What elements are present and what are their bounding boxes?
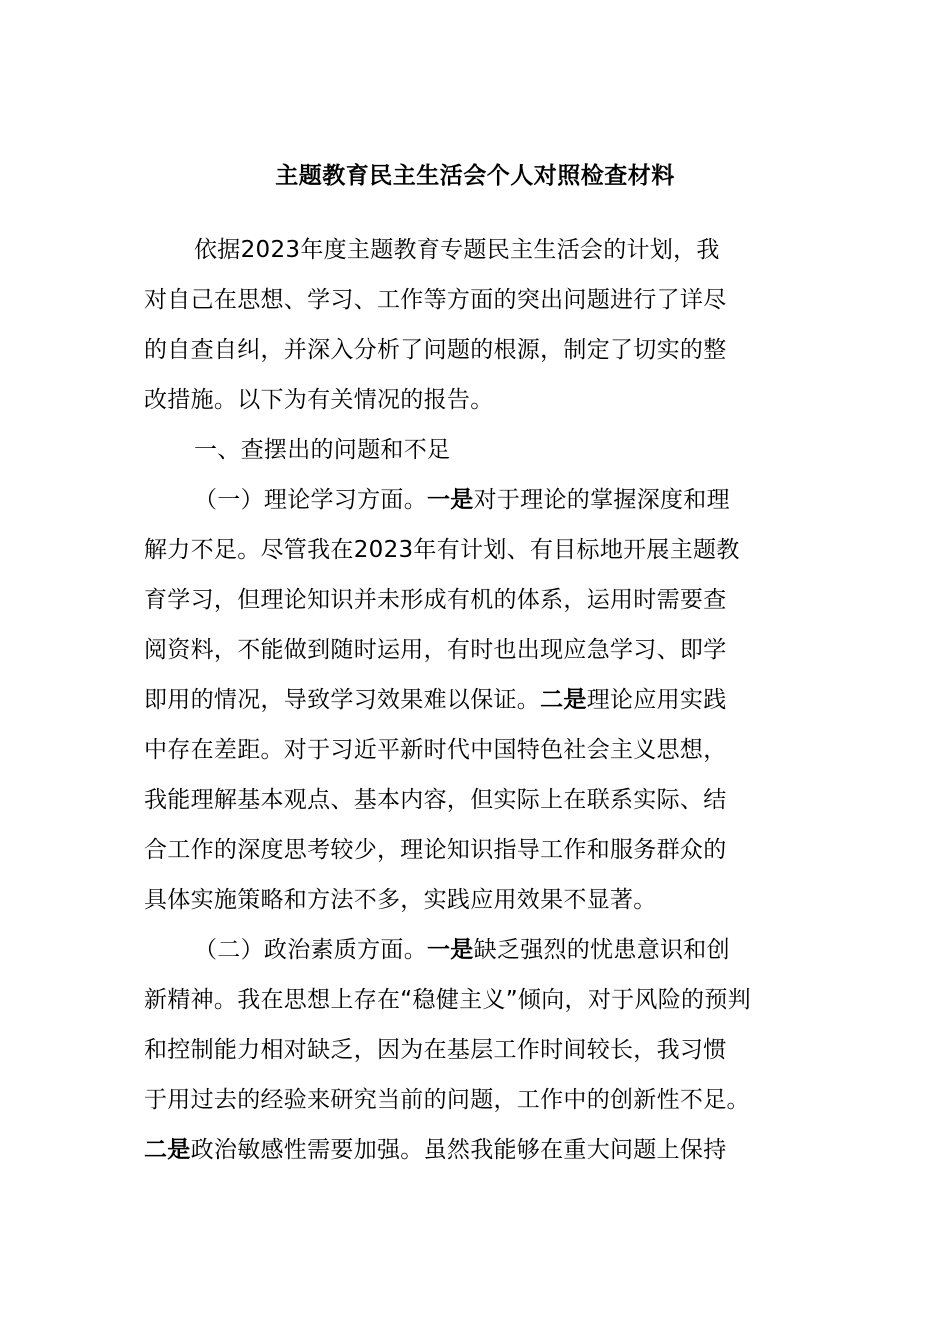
- section1-line9: 具体实施策略和方法不多，实践应用效果不显著。: [144, 887, 657, 913]
- section2-line4: 于用过去的经验来研究当前的问题，工作中的创新性不足。: [144, 1087, 750, 1113]
- section1-line3: 育学习，但理论知识并未形成有机的体系，运用时需要查: [144, 587, 727, 613]
- paragraph1-line3: 的自查自纠，并深入分析了问题的根源，制定了切实的整: [144, 337, 727, 363]
- section2-point1-label: 一是: [427, 937, 474, 963]
- section1-line1-text: 对于理论的掌握深度和理: [473, 487, 730, 513]
- section1-line7: 我能理解基本观点、基本内容，但实际上在联系实际、结: [144, 787, 727, 813]
- section2-line3: 和控制能力相对缺乏，因为在基层工作时间较长，我习惯: [144, 1037, 727, 1063]
- section1-line6: 中存在差距。对于习近平新时代中国特色社会主义思想，: [144, 737, 727, 763]
- section-heading-1: 一、查摆出的问题和不足: [194, 437, 451, 463]
- section2-line5: [144, 1132, 727, 1168]
- section1-line1: [194, 482, 730, 518]
- section1-line8: 合工作的深度思考较少，理论知识指导工作和服务群众的: [144, 837, 727, 863]
- section1-line4: 阅资料，不能做到随时运用，有时也出现应急学习、即学: [144, 637, 727, 663]
- section1-line5-rest: 理论应用实践: [586, 687, 727, 713]
- section1-line2: 解力不足。尽管我在2023年有计划、有目标地开展主题教: [144, 537, 740, 563]
- section2-subheading: （二）政治素质方面。: [194, 937, 427, 963]
- paragraph1-line2: 对自己在思想、学习、工作等方面的突出问题进行了详尽: [144, 287, 727, 313]
- section1-subheading: （一）理论学习方面。: [194, 487, 427, 513]
- section1-line5: [144, 682, 727, 718]
- section2-line2: 新精神。我在思想上存在“稳健主义”倾向，对于风险的预判: [144, 987, 751, 1013]
- section2-point2-label: 二是: [144, 1137, 191, 1163]
- section2-line5-text: 政治敏感性需要加强。虽然我能够在重大问题上保持: [190, 1137, 727, 1163]
- section1-point1-label: 一是: [427, 487, 474, 513]
- paragraph1-line1: 依据2023年度主题教育专题民主生活会的计划，我: [194, 237, 720, 263]
- section2-line1-text: 缺乏强烈的忧患意识和创: [473, 937, 730, 963]
- document-title: 主题教育民主生活会个人对照检查材料: [275, 163, 675, 189]
- paragraph1-line4: 改措施。以下为有关情况的报告。: [144, 387, 494, 413]
- section1-point2-label: 二是: [540, 687, 587, 713]
- section2-line1: [194, 932, 730, 968]
- section1-line5-text: 即用的情况，导致学习效果难以保证。: [144, 687, 541, 713]
